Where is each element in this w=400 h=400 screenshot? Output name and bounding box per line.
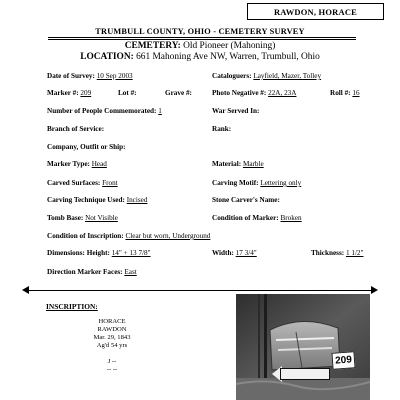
location-label: LOCATION: [80,52,134,62]
field-date-of-survey [47,72,133,80]
field-width [212,249,257,257]
field-rank [212,125,231,133]
photo-arrow-bar [280,368,330,380]
field-marker-type [47,160,107,168]
material-value: Marble [242,160,264,168]
field-photo-negative [212,89,296,97]
inscription-title: INSCRIPTION: [46,302,98,311]
field-thickness [311,249,363,257]
marker-type-value: Head [91,160,107,168]
tomb-base-value: Not Visible [85,214,118,222]
field-marker-number [47,89,91,97]
direction-value: East [124,268,137,276]
field-people-commemorated [47,107,162,115]
field-company [47,143,126,151]
record-name-box [247,3,384,20]
inscription-line: Ag'd 54 yrs [96,342,128,349]
marker-number-label: Marker #: [47,89,79,97]
tomb-base-label: Tomb Base: [47,214,84,222]
inscription-line: RAWDON [97,326,127,333]
record-name: RAWDON, HORACE [273,6,358,17]
location-line [0,52,400,62]
width-label: Width: [212,249,234,257]
divider-arrow-right-icon [371,286,378,294]
inscription-line: Mar. 29, 1843 [93,334,131,341]
field-carving-technique [47,196,147,204]
field-carving-motif [212,179,301,187]
photo-negative-label: Photo Negative #: [212,89,267,97]
field-cataloguers [212,72,321,80]
survey-title: TRUMBULL COUNTY, OHIO - CEMETERY SURVEY [95,27,305,36]
section-divider [28,290,372,291]
gravestone-photo-image [236,294,370,400]
inscription-line: J -- [107,358,117,365]
field-branch [47,125,104,133]
roll-number-label: Roll #: [330,89,351,97]
field-tomb-base [47,214,118,222]
rank-label: Rank: [212,125,232,133]
cataloguers-value: Layfield, Mazer, Tolley [253,72,322,80]
marker-type-label: Marker Type: [47,160,90,168]
date-of-survey-value: 10 Sep 2003 [96,72,133,80]
photo-negative-value: 22A, 23A [268,89,297,97]
gravestone-photo [236,294,370,400]
inscription-line: -- -- [106,366,118,373]
material-label: Material: [212,160,242,168]
direction-label: Direction Marker Faces: [47,268,123,276]
carved-surfaces-label: Carved Surfaces: [47,179,101,187]
grave-number-label: Grave #: [165,89,192,97]
condition-inscription-value: Clear but worn, Underground [125,232,211,240]
people-commemorated-label: Number of People Commemorated: [47,107,157,115]
dimensions-height-label: Dimensions: Height: [47,249,110,257]
thickness-label: Thickness: [311,249,345,257]
cemetery-line [0,41,400,51]
field-war-served [212,107,259,115]
field-stone-carver [212,196,280,204]
thickness-value: 1 1/2" [345,249,364,257]
date-of-survey-label: Date of Survey: [47,72,95,80]
stone-carver-label: Stone Carver's Name: [212,196,280,204]
title-underline-double [48,39,356,40]
condition-inscription-label: Condition of Inscription: [47,232,124,240]
cemetery-value: Old Pioneer (Mahoning) [183,41,276,51]
war-served-label: War Served In: [212,107,260,115]
field-condition-marker [212,214,302,222]
carved-surfaces-value: Front [102,179,118,187]
company-label: Company, Outfit or Ship: [47,143,126,151]
dimensions-height-value: 14" + 13 7/8" [111,249,151,257]
roll-number-value: 16 [352,89,360,97]
condition-marker-label: Condition of Marker: [212,214,279,222]
condition-marker-value: Broken [280,214,302,222]
cataloguers-label: Cataloguers: [212,72,252,80]
title-underline [48,37,356,38]
field-lot-number [118,89,137,97]
width-value: 17 3/4" [235,249,257,257]
marker-number-value: 209 [80,89,92,97]
inscription-line: HORACE [98,318,126,325]
location-value: 661 Mahoning Ave NW, Warren, Trumbull, Ohio [136,52,320,62]
carving-motif-label: Carving Motif: [212,179,259,187]
carving-motif-value: Lettering only [260,179,302,187]
field-material [212,160,264,168]
branch-label: Branch of Service: [47,125,105,133]
field-roll-number [330,89,360,97]
field-dimensions-height [47,249,151,257]
field-carved-surfaces [47,179,118,187]
people-commemorated-value: 1 [158,107,162,115]
carving-technique-label: Carving Technique Used: [47,196,125,204]
field-grave-number [165,89,192,97]
field-condition-inscription [47,232,210,240]
field-direction [47,268,137,276]
lot-number-label: Lot #: [118,89,137,97]
photo-marker-tag: 209 [331,351,355,370]
carving-technique-value: Incised [126,196,148,204]
cemetery-label: CEMETERY: [124,41,181,51]
